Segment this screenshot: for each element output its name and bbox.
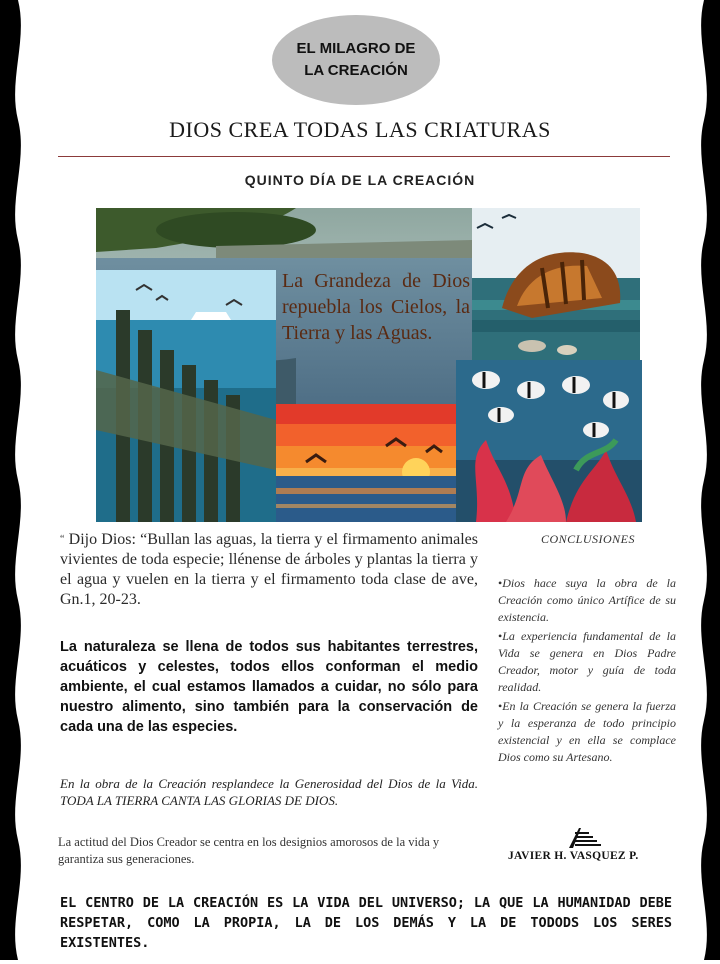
bullet: • xyxy=(498,576,503,590)
left-wavy-border xyxy=(0,0,30,960)
page-subtitle: QUINTO DÍA DE LA CREACIÓN xyxy=(244,172,476,188)
genesis-quote-text: Dijo Dios: “Bullan las aguas, la tierra y el firmamento animales vivientes de toda especie; llénense de árboles y plantas la tierra y el agua y vuelen en la tierra y el firmamento toda clase de ave, Gn.1, 20-23. xyxy=(60,531,479,608)
page-title: DIOS CREA TODAS LAS CRIATURAS xyxy=(169,117,551,142)
series-title-oval xyxy=(272,15,440,105)
sunset-birds-image xyxy=(276,404,456,522)
genesis-quote xyxy=(60,530,478,610)
author-name: JAVIER H. VASQUEZ P. xyxy=(508,850,639,862)
conclusions-list xyxy=(498,575,676,768)
author-logo-icon xyxy=(565,826,601,850)
generosity-paragraph: En la obra de la Creación resplandece la Generosidad del Dios de la Vida. TODA LA TIERRA CANTA LAS GLORIAS DE DIOS. xyxy=(60,776,478,808)
creator-attitude-paragraph: La actitud del Dios Creador se centra en los designios amorosos de la vida y garantiza sus generaciones. xyxy=(58,835,440,866)
conclusions-heading: CONCLUSIONES xyxy=(540,532,635,546)
bullet: • xyxy=(498,629,503,643)
right-wavy-border xyxy=(690,0,720,960)
conclusion-text: Dios hace suya la obra de la Creación como único Artífice de su existencia. xyxy=(498,576,676,624)
nature-paragraph: La naturaleza se llena de todos sus habitantes terrestres, acuáticos y celestes, todos ellos conforman el medio ambiente, el cual estamos llamados a cuidar, no sólo para nuestro alimento, sino también para la conservación de cada una de las especies. xyxy=(60,639,478,735)
opening-quote-mark: “ xyxy=(60,534,65,545)
oval-line-2: LA CREACIÓN xyxy=(304,62,408,79)
conclusion-item xyxy=(498,628,676,696)
conclusion-text: En la Creación se genera la fuerza y la esperanza de todo principio existencial y en ella se complace Dios como su Artesano. xyxy=(498,699,676,764)
oval-line-1: EL MILAGRO DE xyxy=(296,40,416,57)
shipwreck-image xyxy=(472,208,640,360)
conclusion-text: La experiencia fundamental de la Vida se genera en Dios Padre Creador, motor y guía de toda realidad. xyxy=(498,629,676,694)
footer-message: EL CENTRO DE LA CREACIÓN ES LA VIDA DEL UNIVERSO; LA QUE LA HUMANIDAD DEBE RESPETAR, COMO LA PROPIA, LA DE LOS DEMÁS Y LA DE TODODS LOS SERES EXISTENTES. xyxy=(60,895,672,951)
conclusion-item xyxy=(498,698,676,766)
bullet: • xyxy=(498,699,503,713)
collage-caption: La Grandeza de Dios repuebla los Cielos, la Tierra y las Aguas. xyxy=(282,270,470,344)
coral-fish-image xyxy=(456,360,642,522)
conclusion-item xyxy=(498,575,676,626)
title-divider xyxy=(58,156,670,157)
pier-pelicans-image xyxy=(96,270,276,522)
